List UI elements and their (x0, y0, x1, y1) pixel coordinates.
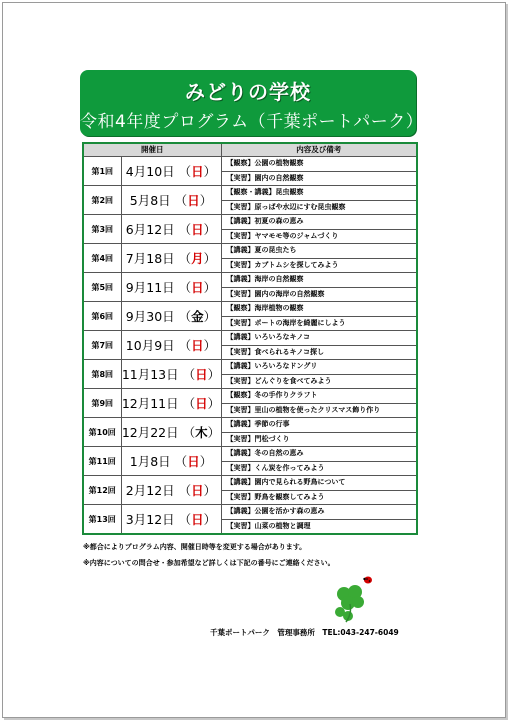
clover-ladybug-illustration (322, 572, 382, 624)
paren-open: （ (182, 425, 196, 440)
date-text: 5月8日 (129, 193, 171, 208)
session-detail: 【講義】季節の行事 (221, 418, 417, 433)
date-text: 11月13日 (121, 367, 179, 382)
session-date (121, 157, 221, 186)
date-text: 12月11日 (121, 396, 179, 411)
session-detail: 【実習】くん炭を作ってみよう (221, 461, 417, 476)
session-number: 第7回 (83, 331, 121, 360)
paren-close: ） (203, 309, 217, 324)
date-text: 6月12日 (125, 222, 175, 237)
session-detail: 【観察】公園の植物観察 (221, 157, 417, 172)
session-number: 第2回 (83, 186, 121, 215)
date-text: 2月12日 (125, 483, 175, 498)
session-detail: 【観察】海岸植物の観察 (221, 302, 417, 317)
table-row (83, 505, 417, 520)
session-detail: 【講義】いろいろなドングリ (221, 360, 417, 375)
session-detail: 【講義】いろいろなキノコ (221, 331, 417, 346)
table-row (83, 418, 417, 433)
session-detail: 【実習】園内の自然観察 (221, 171, 417, 186)
session-number: 第10回 (83, 418, 121, 447)
session-number: 第12回 (83, 476, 121, 505)
session-number: 第6回 (83, 302, 121, 331)
paren-close: ） (203, 338, 217, 353)
session-number: 第3回 (83, 215, 121, 244)
day-of-week: 日 (191, 512, 204, 527)
date-text: 9月30日 (125, 309, 175, 324)
table-row (83, 302, 417, 317)
session-detail: 【実習】里山の植物を使ったクリスマス飾り作り (221, 403, 417, 418)
session-date (121, 331, 221, 360)
date-text: 9月11日 (125, 280, 175, 295)
session-date (121, 389, 221, 418)
session-detail: 【実習】門松づくり (221, 432, 417, 447)
program-schedule-table (82, 142, 418, 535)
paren-close: ） (203, 251, 217, 266)
paren-open: （ (178, 222, 192, 237)
table-row (83, 273, 417, 288)
date-text: 10月9日 (125, 338, 175, 353)
session-date (121, 273, 221, 302)
date-text: 1月8日 (129, 454, 171, 469)
date-text: 7月18日 (125, 251, 175, 266)
paren-open: （ (178, 338, 192, 353)
session-number: 第5回 (83, 273, 121, 302)
header-date: 開催日 (83, 143, 221, 157)
day-of-week: 日 (191, 280, 204, 295)
day-of-week: 日 (187, 193, 200, 208)
paren-open: （ (182, 396, 196, 411)
session-detail: 【実習】野鳥を観察してみよう (221, 490, 417, 505)
session-date (121, 215, 221, 244)
paren-open: （ (178, 164, 192, 179)
session-detail: 【実習】原っぱや水辺にすむ昆虫観察 (221, 200, 417, 215)
table-row (83, 186, 417, 201)
paren-open: （ (178, 512, 192, 527)
paren-close: ） (203, 512, 217, 527)
session-date (121, 418, 221, 447)
session-detail: 【講義】冬の自然の恵み (221, 447, 417, 462)
table-row (83, 215, 417, 230)
paren-close: ） (203, 164, 217, 179)
table-row (83, 447, 417, 462)
paren-close: ） (203, 280, 217, 295)
day-of-week: 金 (191, 309, 204, 324)
day-of-week: 日 (191, 483, 204, 498)
paren-open: （ (174, 454, 188, 469)
paren-open: （ (178, 309, 192, 324)
table-row (83, 389, 417, 404)
day-of-week: 日 (191, 338, 204, 353)
session-detail: 【実習】園内の海岸の自然観察 (221, 287, 417, 302)
paren-close: ） (199, 454, 213, 469)
day-of-week: 日 (191, 164, 204, 179)
footer-contact: 千葉ポートパーク 管理事務所 TEL:043-247-6049 (210, 628, 399, 637)
session-detail: 【観察・講義】昆虫観察 (221, 186, 417, 201)
table-header-row (83, 143, 417, 157)
session-detail: 【講義】初夏の森の恵み (221, 215, 417, 230)
session-number: 第1回 (83, 157, 121, 186)
paren-close: ） (207, 367, 221, 382)
session-detail: 【実習】ヤマモモ等のジャムづくり (221, 229, 417, 244)
session-date (121, 244, 221, 273)
title-banner (80, 70, 424, 136)
session-detail: 【実習】ポートの海岸を綺麗にしよう (221, 316, 417, 331)
date-text: 3月12日 (125, 512, 175, 527)
session-date (121, 360, 221, 389)
session-detail: 【講義】園内で見られる野鳥について (221, 476, 417, 491)
paren-close: ） (203, 222, 217, 237)
note-inquiry: ※内容についての問合せ・参加希望など詳しくは下記の番号にご連絡ください。 (83, 559, 335, 567)
session-detail: 【観察】冬の手作りクラフト (221, 389, 417, 404)
session-number: 第13回 (83, 505, 121, 535)
paren-open: （ (182, 367, 196, 382)
session-date (121, 302, 221, 331)
session-number: 第9回 (83, 389, 121, 418)
header-content: 内容及び備考 (221, 143, 417, 157)
paren-close: ） (199, 193, 213, 208)
paren-close: ） (203, 483, 217, 498)
table-row (83, 331, 417, 346)
paren-open: （ (178, 483, 192, 498)
paren-open: （ (174, 193, 188, 208)
session-detail: 【講義】公園を活かす森の恵み (221, 505, 417, 520)
session-detail: 【実習】どんぐりを食べてみよう (221, 374, 417, 389)
session-number: 第4回 (83, 244, 121, 273)
banner-title: みどりの学校 (185, 80, 311, 104)
banner-subtitle: 令和4年度プログラム（千葉ポートパーク） (80, 112, 424, 132)
session-date (121, 447, 221, 476)
day-of-week: 木 (195, 425, 208, 440)
day-of-week: 日 (187, 454, 200, 469)
session-number: 第11回 (83, 447, 121, 476)
table-row (83, 244, 417, 259)
paren-close: ） (207, 425, 221, 440)
session-detail: 【講義】夏の昆虫たち (221, 244, 417, 259)
date-text: 12月22日 (121, 425, 179, 440)
paren-open: （ (178, 251, 192, 266)
session-detail: 【実習】食べられるキノコ探し (221, 345, 417, 360)
paren-open: （ (178, 280, 192, 295)
day-of-week: 日 (195, 367, 208, 382)
table-row (83, 360, 417, 375)
session-number: 第8回 (83, 360, 121, 389)
day-of-week: 日 (191, 222, 204, 237)
session-detail: 【講義】海岸の自然観察 (221, 273, 417, 288)
note-change: ※都合によりプログラム内容、開催日時等を変更する場合があります。 (83, 543, 307, 551)
session-date (121, 505, 221, 535)
day-of-week: 月 (191, 251, 204, 266)
session-detail: 【実習】山菜の植物と調理 (221, 519, 417, 534)
paren-close: ） (207, 396, 221, 411)
session-date (121, 186, 221, 215)
date-text: 4月10日 (125, 164, 175, 179)
table-row (83, 476, 417, 491)
session-detail: 【実習】カブトムシを探してみよう (221, 258, 417, 273)
table-row (83, 157, 417, 172)
session-date (121, 476, 221, 505)
day-of-week: 日 (195, 396, 208, 411)
